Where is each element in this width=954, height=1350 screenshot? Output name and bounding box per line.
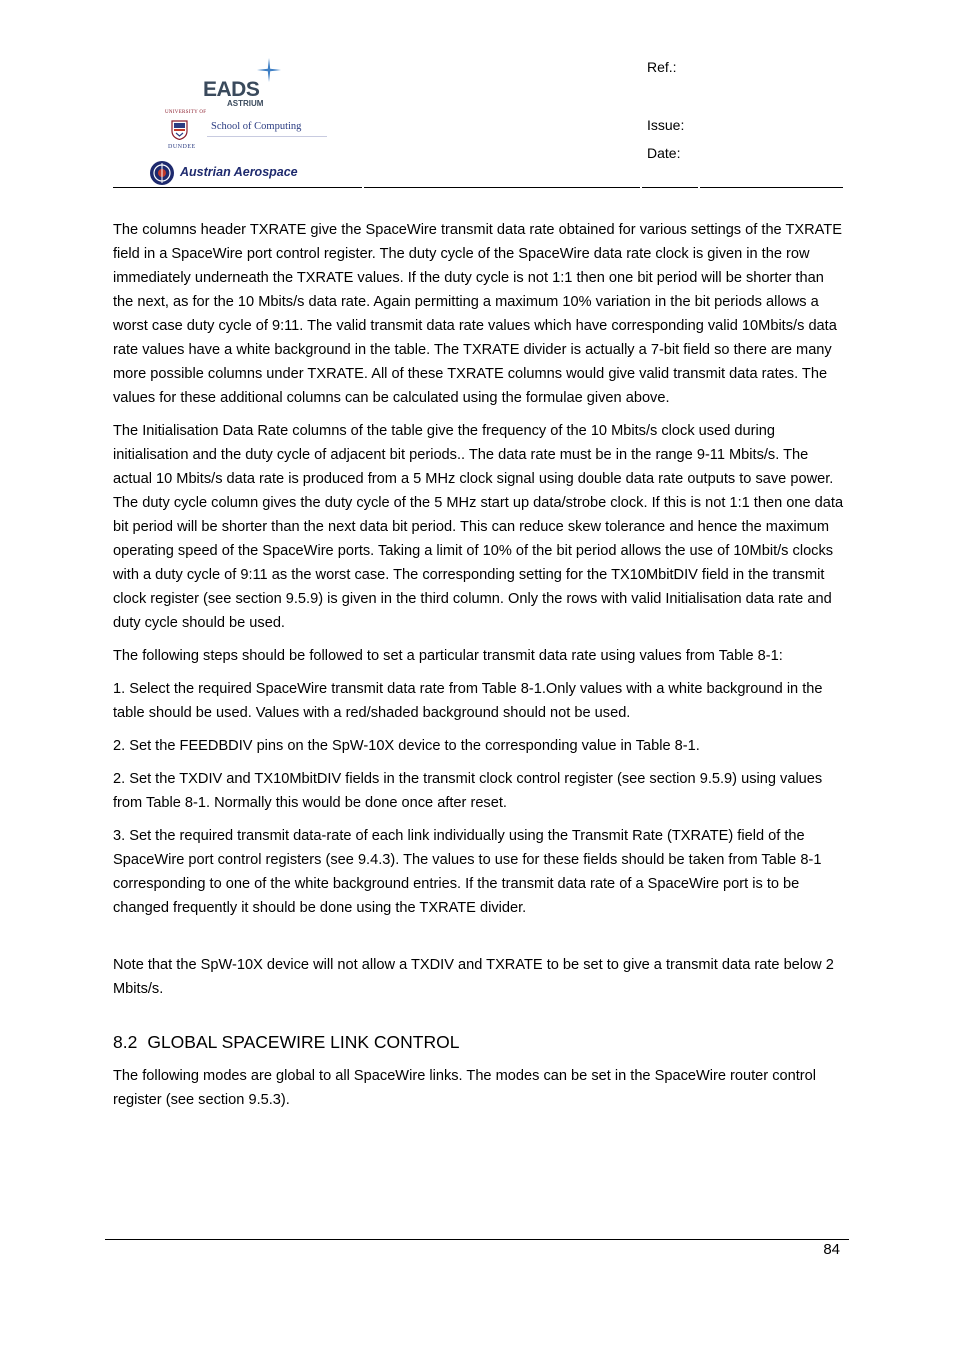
austrian-aerospace-text: Austrian Aerospace (180, 165, 298, 179)
paragraph: The Initialisation Data Rate columns of the table give the frequency of the 10 Mbits/s clock used during initialisation and the duty cycle of adjacent bit periods.. The data rate must be in the range 9-11 Mbits/s. The actual 10 Mbits/s data rate is produced from a 5 MHz clock signal using double data rate outputs to save power. The duty cycle column gives the duty cycle of the 5 MHz start up data/strobe clock. If this is not 1:1 then one data bit period will be shorter than the next data bit period. This can reduce skew tolerance and hence the maximum operating speed of the SpaceWire ports. Taking a limit of 10% of the bit period allows the use of 10Mbit/s clocks with a duty cycle of 9:11 as the worst case. The corresponding setting for the TX10MbitDIV field in the transmit clock register (see section 9.5.9) is given in the third column. Only the rows with valid Initialisation data rate and duty cycle should be used. (113, 423, 844, 631)
section-heading (113, 1030, 845, 1054)
dundee-crest-icon (171, 120, 188, 140)
paragraph: The columns header TXRATE give the SpaceWire transmit data rate obtained for various settings of the TXRATE field in a SpaceWire port control register. The duty cycle of the SpaceWire data rate clock is given in the row immediately underneath the TXRATE values. If the duty cycle is not 1:1 then one bit period will be shorter than the next, as for the 10 Mbits/s data rate. Again permitting a maximum 10% variation in the bit periods allows a worst case duty cycle of 9:11. The valid transmit data rate values which have corresponding valid 10Mbits/s data rate values have a white background in the table. The TXRATE divider is actually a 7-bit field so there are many more possible columns under TXRATE. All of these TXRATE columns would give valid transmit data rates. The values for these additional columns can be calculated using the formulae given above. (113, 222, 842, 406)
austrian-aerospace-logo (149, 160, 349, 188)
footer-rule (105, 1239, 849, 1240)
step-paragraph: 2. Set the FEEDBDIV pins on the SpW-10X device to the corresponding value in Table 8-1. (113, 738, 700, 754)
school-of-computing-text: School of Computing (211, 121, 302, 132)
date-label: Date: (647, 145, 681, 161)
header-rule-segment (700, 187, 843, 188)
university-of-text: UNIVERSITY OF (165, 110, 207, 115)
note-paragraph: Note that the SpW-10X device will not allow a TXDIV and TXRATE to be set to give a transmit data rate below 2 Mbits/s. (113, 957, 834, 997)
header-rule-segment (364, 187, 640, 188)
header-rule-segment (642, 187, 698, 188)
issue-label: Issue: (647, 117, 685, 133)
logo-underline (207, 136, 327, 137)
step-paragraph: 3. Set the required transmit data-rate of each link individually using the Transmit Rate (TXRATE) field of the SpaceWire port control registers (see 9.4.3). The values to use for these fields should be taken from Table 8-1 corresponding to one of the white background entries. If the transmit data rate of a SpaceWire port is to be changed frequently it should be done using the TXRATE divider. (113, 828, 822, 916)
ref-label: Ref.: (647, 59, 677, 75)
section-title: GLOBAL SPACEWIRE LINK CONTROL (147, 1032, 460, 1052)
header-rule-segment (113, 187, 362, 188)
dundee-text: DUNDEE (168, 144, 196, 150)
step-paragraph: 1. Select the required SpaceWire transmit data rate from Table 8-1.Only values with a white background in the table should be used. Values with a red/shaded background should not be used. (113, 681, 823, 721)
eads-logo-text: EADS (203, 78, 260, 101)
astrium-logo-text: ASTRIUM (227, 99, 264, 108)
eads-star-icon (257, 58, 281, 82)
paragraph: The following steps should be followed to set a particular transmit data rate using values from Table 8-1: (113, 648, 783, 664)
logo-column (113, 50, 363, 188)
document-body (113, 218, 845, 1121)
section-number: 8.2 (113, 1032, 138, 1052)
austrian-aerospace-badge-icon (149, 160, 175, 186)
step-paragraph: 2. Set the TXDIV and TX10MbitDIV fields in the transmit clock control register (see section 9.5.9) using values from Table 8-1. Normally this would be done once after reset. (113, 771, 823, 811)
document-header (113, 50, 843, 188)
eads-astrium-logo (201, 58, 291, 108)
page-number: 84 (823, 1241, 840, 1258)
paragraph: The following modes are global to all SpaceWire links. The modes can be set in the SpaceWire router control register (see section 9.5.3). (113, 1068, 817, 1108)
university-of-dundee-logo (151, 110, 341, 158)
